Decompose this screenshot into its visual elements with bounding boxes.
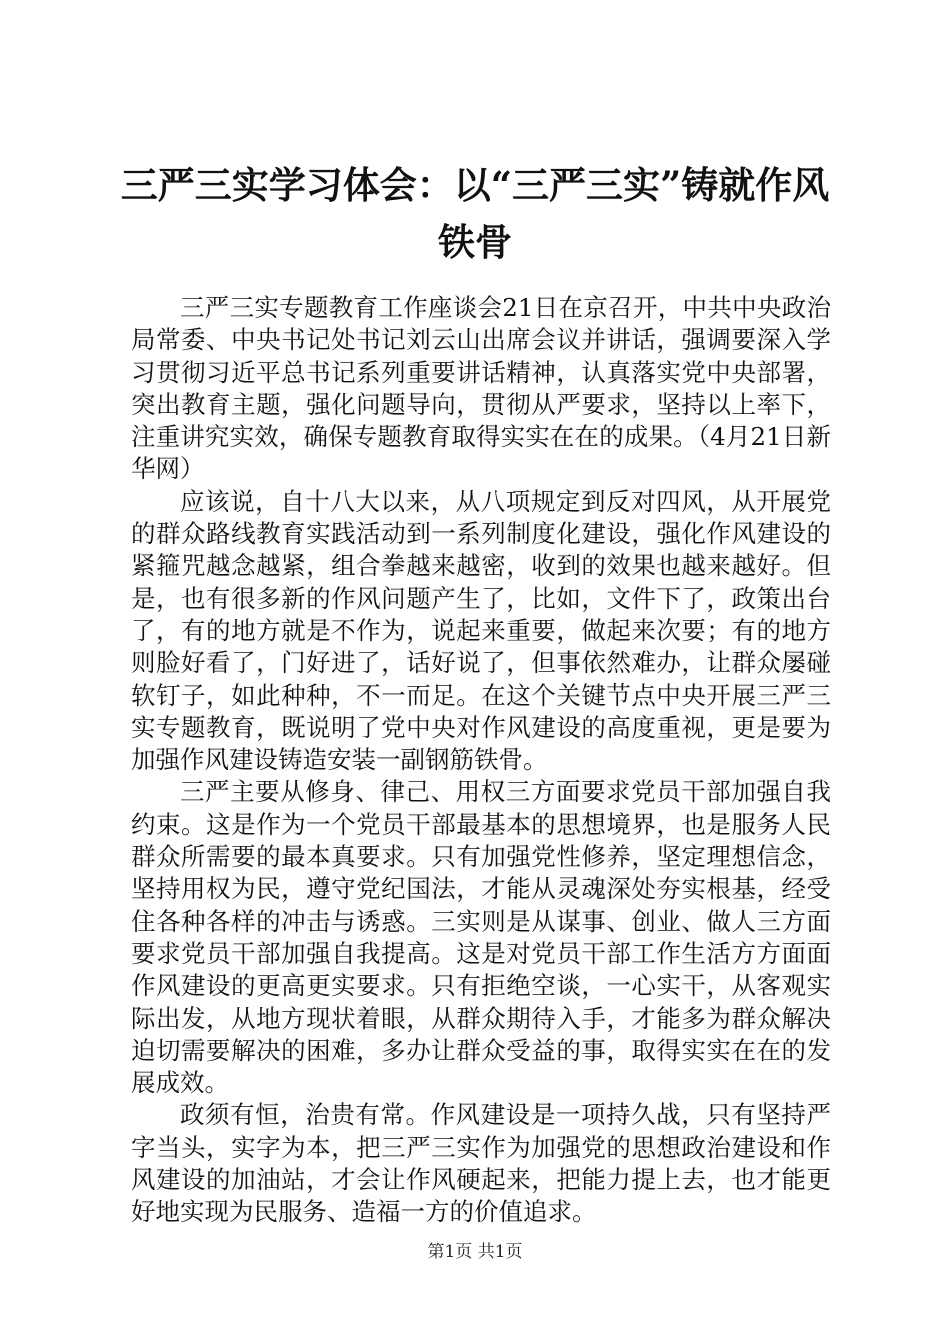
- paragraph-4: 政须有恒，治贵有常。作风建设是一项持久战，只有坚持严字当头，实字为本，把三严三实作为加强党的思想政治建设和作风建设的加油站，才会让作风硬起来，把能力提上去，也才能更好地实现为民服务、造福一方的价值追求。: [131, 1100, 831, 1227]
- title-line-1: 三严三实学习体会：以“三严三实”铸就作风: [120, 163, 830, 207]
- document-title: [120, 157, 830, 271]
- title-line-2: 铁骨: [438, 220, 512, 264]
- paragraph-3: 三严主要从修身、律己、用权三方面要求党员干部加强自我约束。这是作为一个党员干部最基本的思想境界，也是服务人民群众所需要的最本真要求。只有加强党性修养，坚定理想信念，坚持用权为民，遵守党纪国法，才能从灵魂深处夯实根基，经受住各种各样的冲击与诱惑。三实则是从谋事、创业、做人三方面要求党员干部加强自我提高。这是对党员干部工作生活方方面面作风建设的更高更实要求。只有拒绝空谈，一心实干，从客观实际出发，从地方现状着眼，从群众期待入手，才能多为群众解决迫切需要解决的困难，多办让群众受益的事，取得实实在在的发展成效。: [131, 777, 831, 1098]
- document-body: [131, 292, 831, 1229]
- page-footer: 第1页 共1页: [427, 1242, 523, 1262]
- paragraph-1: 三严三实专题教育工作座谈会21日在京召开，中共中央政治局常委、中央书记处书记刘云山出席会议并讲话，强调要深入学习贯彻习近平总书记系列重要讲话精神，认真落实党中央部署，突出教育主题，强化问题导向，贯彻从严要求，坚持以上率下，注重讲究实效，确保专题教育取得实实在在的成果。（4月21日新华网）: [131, 293, 831, 484]
- paragraph-2: 应该说，自十八大以来，从八项规定到反对四风，从开展党的群众路线教育实践活动到一系列制度化建设，强化作风建设的紧箍咒越念越紧，组合拳越来越密，收到的效果也越来越好。但是，也有很多新的作风问题产生了，比如，文件下了，政策出台了，有的地方就是不作为，说起来重要，做起来次要；有的地方则脸好看了，门好进了，话好说了，但事依然难办，让群众屡碰软钉子，如此种种，不一而足。在这个关键节点中央开展三严三实专题教育，既说明了党中央对作风建设的高度重视，更是要为加强作风建设铸造安装一副钢筋铁骨。: [131, 486, 831, 775]
